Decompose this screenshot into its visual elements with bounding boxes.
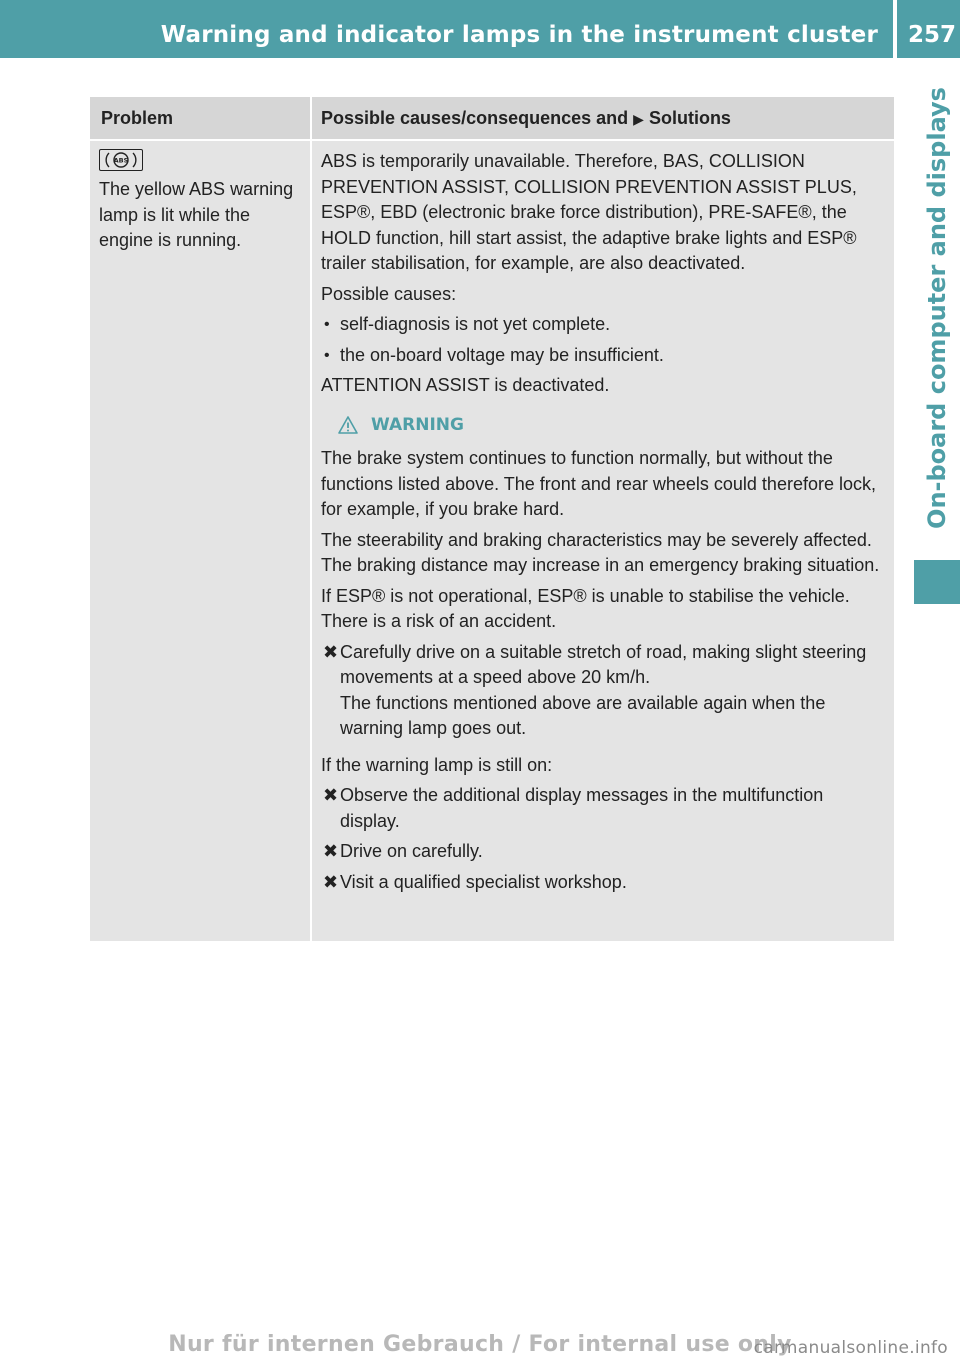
column-header-solutions-prefix: Possible causes/consequences and — [321, 108, 629, 128]
list-item — [321, 312, 887, 338]
watermark-text: Nur für internen Gebrauch / For internal use only — [168, 1332, 792, 1357]
side-tab-label-wrap — [914, 58, 960, 558]
page-header — [0, 0, 960, 58]
abs-lamp-symbol — [104, 151, 138, 169]
step-text: Drive on carefully. — [340, 841, 483, 861]
column-header-solutions — [321, 108, 731, 129]
column-divider — [310, 97, 312, 941]
cause-text: the on-board voltage may be insufficient. — [340, 344, 664, 365]
warning-triangle-icon — [337, 415, 359, 435]
warning-paragraph: The steerability and braking characteristics may be severely affected. The braking distance may increase in an emergency braking situation. — [321, 529, 880, 575]
still-on-text: If the warning lamp is still on: — [321, 754, 553, 775]
chapter-title: Warning and indicator lamps in the instrument cluster — [160, 22, 878, 48]
step-arrow-icon: ✖ — [323, 785, 339, 805]
step-arrow-icon: ✖ — [323, 841, 339, 861]
step-text: Carefully drive on a suitable stretch of road, making slight steering movements at a speed above 20 km/h. — [340, 641, 867, 687]
problem-table — [90, 97, 894, 941]
warning-paragraph: The brake system continues to function normally, but without the functions listed above. The front and rear wheels could therefore lock, for example, if you brake hard. — [321, 448, 876, 519]
table-header — [90, 97, 894, 141]
step-text: Visit a qualified specialist workshop. — [340, 871, 627, 892]
column-header-problem: Problem — [101, 108, 174, 128]
side-tab-marker — [914, 560, 960, 604]
header-divider — [893, 0, 897, 58]
action-step — [321, 783, 887, 834]
action-step — [321, 839, 887, 865]
attention-text: ATTENTION ASSIST is deactivated. — [321, 375, 610, 395]
abs-warning-icon — [99, 149, 143, 171]
list-item — [321, 343, 887, 369]
side-tab-label: On-board computer and displays — [923, 87, 952, 529]
intro-text: ABS is temporarily unavailable. Therefore, BAS, COLLISION PREVENTION ASSIST, COLLISION PREVENTION ASSIST PLUS, ESP®, EBD (electronic brake force distribution), PRE-SAFE®, the HOLD function, hill start assist, the adaptive brake lights and ESP® trailer stabilisation, for example, are also deactivated. — [321, 151, 857, 273]
bullet-icon: • — [324, 316, 330, 333]
column-header-solutions-suffix: Solutions — [648, 108, 731, 128]
abs-symbol-text: ABS — [113, 156, 129, 165]
cause-text: self-diagnosis is not yet complete. — [340, 314, 611, 334]
problem-cell — [99, 149, 305, 254]
warning-label: WARNING — [371, 414, 464, 435]
action-step — [321, 640, 887, 742]
problem-description: The yellow ABS warning lamp is lit while the engine is running. — [99, 179, 294, 250]
footer-watermark — [0, 1332, 960, 1357]
action-step — [321, 870, 887, 896]
step-arrow-icon: ✖ — [323, 641, 339, 662]
step-text: Observe the additional display messages in the multifunction display. — [340, 785, 824, 831]
watermark-site: carmanualsonline.info — [753, 1338, 948, 1358]
bullet-icon: • — [324, 346, 330, 364]
solutions-cell — [321, 149, 887, 900]
warning-heading — [321, 413, 887, 439]
step-result: The functions mentioned above are available again when the warning lamp goes out. — [340, 692, 826, 738]
arrow-right-icon: ▶ — [633, 111, 644, 127]
warning-paragraph: If ESP® is not operational, ESP® is unable to stabilise the vehicle. There is a risk of an accident. — [321, 585, 850, 631]
step-arrow-icon: ✖ — [323, 871, 339, 892]
page-number: 257 — [908, 22, 957, 48]
causes-label: Possible causes: — [321, 283, 457, 304]
